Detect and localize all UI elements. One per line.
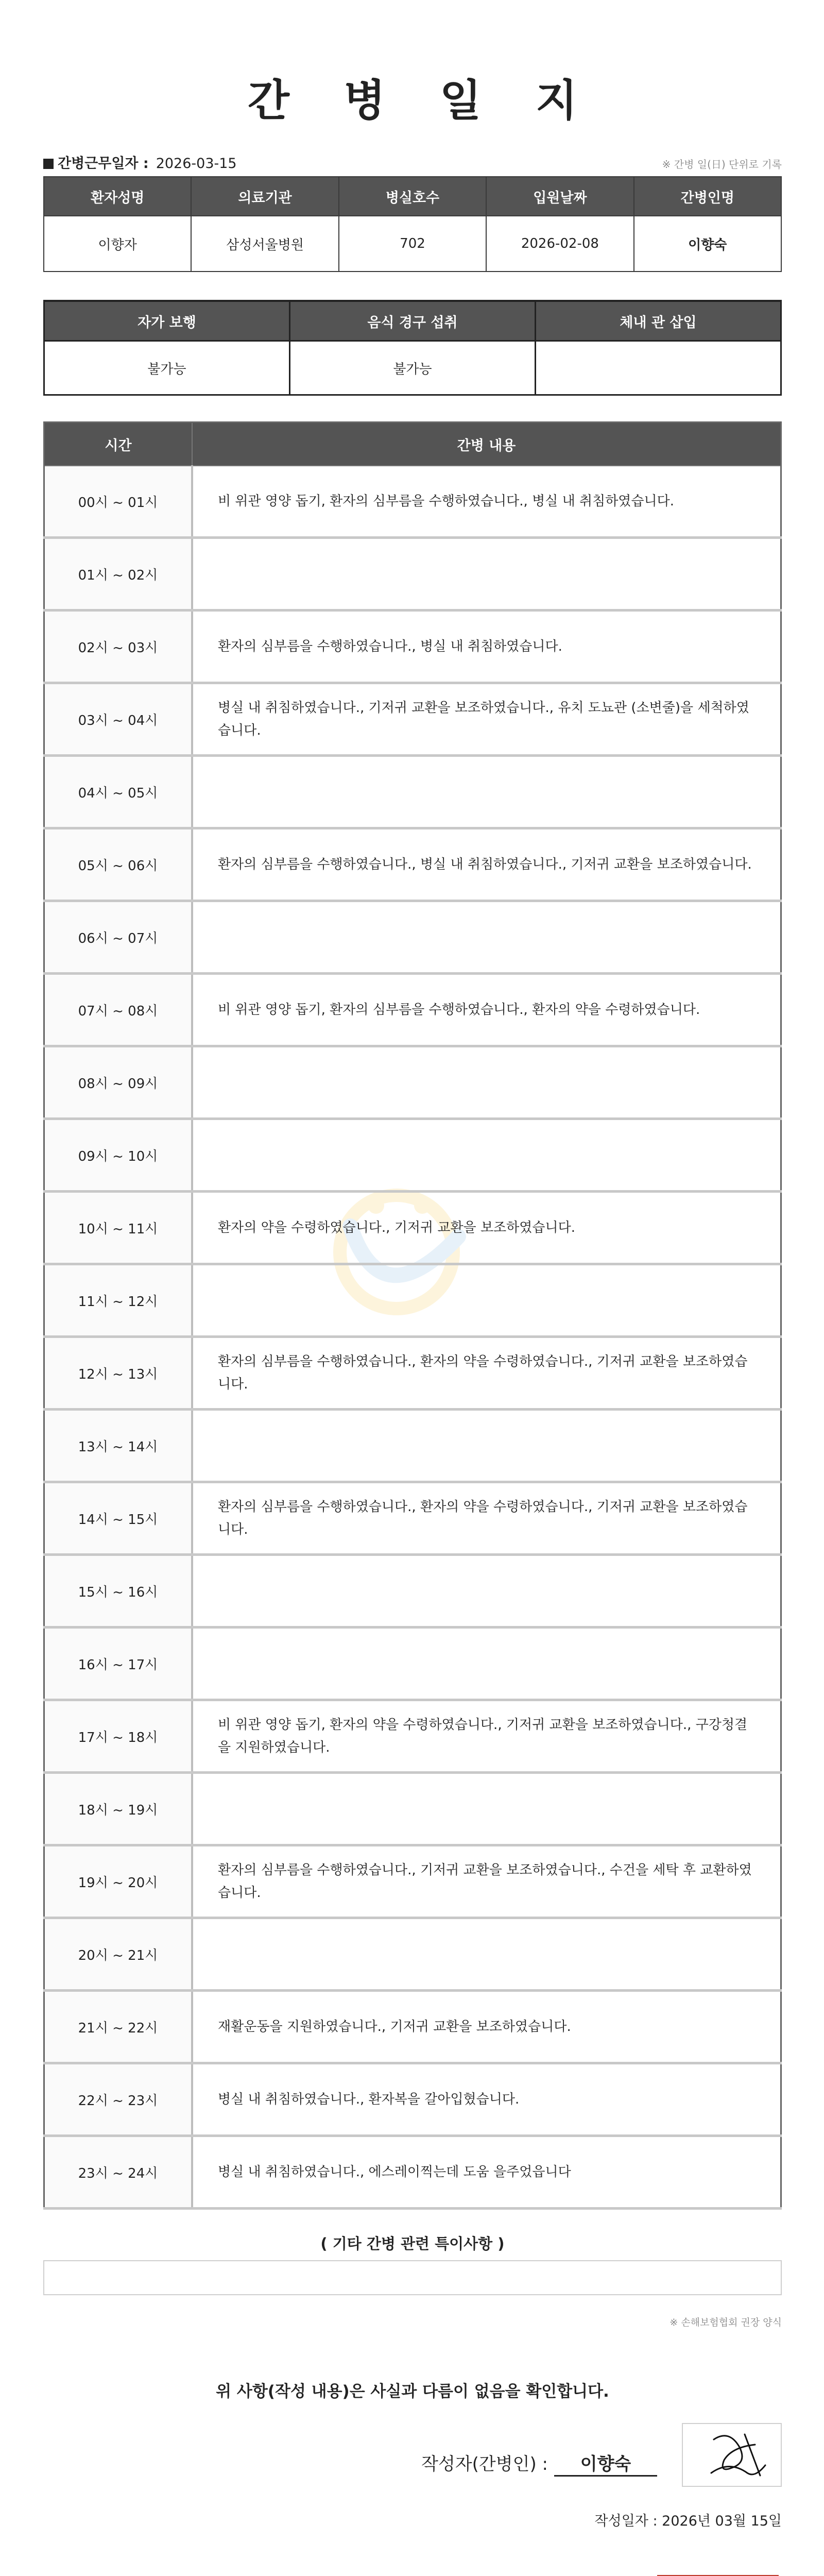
daily-record-note: ※ 간병 일(日) 단위로 기록	[662, 158, 782, 171]
table-row	[44, 1192, 781, 1264]
admission-date: 2026-02-08	[486, 216, 633, 272]
row-time: 04시 ~ 05시	[44, 756, 193, 828]
table-row	[44, 1337, 781, 1410]
square-bullet-icon	[43, 159, 54, 169]
row-time: 01시 ~ 02시	[44, 538, 193, 611]
meta-row	[43, 152, 782, 176]
log-header-row	[44, 422, 781, 466]
row-time: 12시 ~ 13시	[44, 1337, 193, 1410]
row-time: 15시 ~ 16시	[44, 1555, 193, 1628]
table-row	[44, 683, 781, 756]
row-time: 17시 ~ 18시	[44, 1700, 193, 1773]
patient-info-value-row	[44, 216, 781, 272]
self-walking-value: 불가능	[44, 341, 290, 395]
table-row	[44, 611, 781, 683]
table-row	[44, 1845, 781, 1918]
row-time: 11시 ~ 12시	[44, 1264, 193, 1337]
row-content	[192, 1264, 781, 1337]
company-block	[43, 2575, 782, 2576]
row-time: 19시 ~ 20시	[44, 1845, 193, 1918]
header-patient-name: 환자성명	[44, 177, 191, 216]
table-row	[44, 1700, 781, 1773]
row-time: 10시 ~ 11시	[44, 1192, 193, 1264]
table-row	[44, 1991, 781, 2063]
table-row	[44, 538, 781, 611]
writer-label: 작성자(간병인) :	[421, 2454, 548, 2475]
writer-row	[43, 2423, 782, 2490]
row-time: 02시 ~ 03시	[44, 611, 193, 683]
header-tube-insertion: 체내 관 삽입	[536, 301, 781, 341]
row-content	[192, 1628, 781, 1700]
row-time: 21시 ~ 22시	[44, 1991, 193, 2063]
company-seal-icon	[657, 2575, 779, 2576]
work-date	[43, 152, 237, 172]
row-content: 환자의 심부름을 수행하였습니다., 기저귀 교환을 보조하였습니다., 수건을 세탁 후 교환하였습니다.	[192, 1845, 781, 1918]
patient-info-header-row	[44, 177, 781, 216]
row-content: 재활운동을 지원하였습니다., 기저귀 교환을 보조하였습니다.	[192, 1991, 781, 2063]
row-content: 비 위관 영양 돕기, 환자의 심부름을 수행하였습니다., 환자의 약을 수령하였습니다.	[192, 974, 781, 1046]
row-content	[192, 1046, 781, 1119]
hospital-name: 삼성서울병원	[191, 216, 338, 272]
header-oral-intake: 음식 경구 섭취	[290, 301, 536, 341]
care-log-table	[43, 421, 782, 2210]
special-notes-box	[43, 2260, 782, 2295]
caregiver-name: 이향숙	[634, 216, 781, 272]
care-log-page	[43, 0, 782, 2576]
table-row	[44, 1773, 781, 1845]
status-header-row	[44, 301, 781, 341]
row-content	[192, 1918, 781, 1991]
row-time: 03시 ~ 04시	[44, 683, 193, 756]
row-content	[192, 1119, 781, 1192]
row-time: 13시 ~ 14시	[44, 1410, 193, 1482]
table-row	[44, 1555, 781, 1628]
row-content: 환자의 심부름을 수행하였습니다., 환자의 약을 수령하였습니다., 기저귀 교환을 보조하였습니다.	[192, 1482, 781, 1555]
work-date-label: 간병근무일자 :	[58, 156, 149, 172]
header-self-walking: 자가 보행	[44, 301, 290, 341]
row-time: 20시 ~ 21시	[44, 1918, 193, 1991]
table-row	[44, 1482, 781, 1555]
status-value-row	[44, 341, 781, 395]
oral-intake-value: 불가능	[290, 341, 536, 395]
row-time: 09시 ~ 10시	[44, 1119, 193, 1192]
table-row	[44, 1046, 781, 1119]
row-time: 05시 ~ 06시	[44, 828, 193, 901]
row-time: 23시 ~ 24시	[44, 2136, 193, 2209]
row-content: 병실 내 취침하였습니다., 기저귀 교환을 보조하였습니다., 유치 도뇨관 (소변줄)을 세척하였습니다.	[192, 683, 781, 756]
patient-info-table	[43, 176, 782, 272]
written-date	[43, 2510, 782, 2530]
row-time: 14시 ~ 15시	[44, 1482, 193, 1555]
header-admission-date: 입원날짜	[486, 177, 633, 216]
row-content: 환자의 심부름을 수행하였습니다., 환자의 약을 수령하였습니다., 기저귀 교환을 보조하였습니다.	[192, 1337, 781, 1410]
patient-status-table	[43, 300, 782, 396]
table-row	[44, 1918, 781, 1991]
row-content: 병실 내 취침하였습니다., 환자복을 갈아입혔습니다.	[192, 2063, 781, 2136]
row-content	[192, 1410, 781, 1482]
written-date-label: 작성일자 :	[594, 2513, 658, 2529]
table-row	[44, 1628, 781, 1700]
row-content	[192, 756, 781, 828]
signature-box	[682, 2423, 782, 2487]
writer-signature-line	[421, 2450, 657, 2477]
confirmation-statement: 위 사항(작성 내용)은 사실과 다름이 없음을 확인합니다.	[216, 2382, 609, 2401]
writer-name: 이향숙	[554, 2450, 657, 2477]
header-time: 시간	[44, 422, 193, 466]
table-row	[44, 2063, 781, 2136]
patient-name: 이향자	[44, 216, 191, 272]
table-row	[44, 756, 781, 828]
row-time: 00시 ~ 01시	[44, 466, 193, 538]
row-content: 환자의 약을 수령하였습니다., 기저귀 교환을 보조하였습니다.	[192, 1192, 781, 1264]
table-row	[44, 2136, 781, 2209]
log-rows	[44, 466, 781, 2209]
table-row	[44, 974, 781, 1046]
document-title: 간 병 일 지	[247, 75, 597, 126]
table-row	[44, 828, 781, 901]
table-row	[44, 1264, 781, 1337]
row-content: 환자의 심부름을 수행하였습니다., 병실 내 취침하였습니다., 기저귀 교환을 보조하였습니다.	[192, 828, 781, 901]
row-time: 06시 ~ 07시	[44, 901, 193, 974]
row-content	[192, 901, 781, 974]
handwritten-signature	[683, 2424, 781, 2486]
row-time: 08시 ~ 09시	[44, 1046, 193, 1119]
header-hospital: 의료기관	[191, 177, 338, 216]
header-room-number: 병실호수	[339, 177, 486, 216]
table-row	[44, 1410, 781, 1482]
row-content	[192, 1555, 781, 1628]
association-note: ※ 손해보험협회 권장 양식	[670, 2317, 782, 2328]
work-date-value: 2026-03-15	[156, 156, 237, 172]
row-content: 비 위관 영양 돕기, 환자의 심부름을 수행하였습니다., 병실 내 취침하였습니다.	[192, 466, 781, 538]
table-row	[44, 1119, 781, 1192]
row-content: 비 위관 영양 돕기, 환자의 약을 수령하였습니다., 기저귀 교환을 보조하였습니다., 구강청결을 지원하였습니다.	[192, 1700, 781, 1773]
written-date-value: 2026년 03월 15일	[662, 2513, 782, 2529]
special-notes-title: ( 기타 간병 관련 특이사항 )	[320, 2235, 505, 2252]
row-time: 18시 ~ 19시	[44, 1773, 193, 1845]
row-time: 07시 ~ 08시	[44, 974, 193, 1046]
table-row	[44, 901, 781, 974]
row-content	[192, 1773, 781, 1845]
row-content	[192, 538, 781, 611]
row-content: 환자의 심부름을 수행하였습니다., 병실 내 취침하였습니다.	[192, 611, 781, 683]
row-time: 16시 ~ 17시	[44, 1628, 193, 1700]
header-caregiver-name: 간병인명	[634, 177, 781, 216]
row-content: 병실 내 취침하였습니다., 에스레이찍는데 도움 을주었읍니다	[192, 2136, 781, 2209]
header-care-content: 간병 내용	[192, 422, 781, 466]
room-number: 702	[339, 216, 486, 272]
tube-insertion-value	[536, 341, 781, 395]
table-row	[44, 466, 781, 538]
row-time: 22시 ~ 23시	[44, 2063, 193, 2136]
